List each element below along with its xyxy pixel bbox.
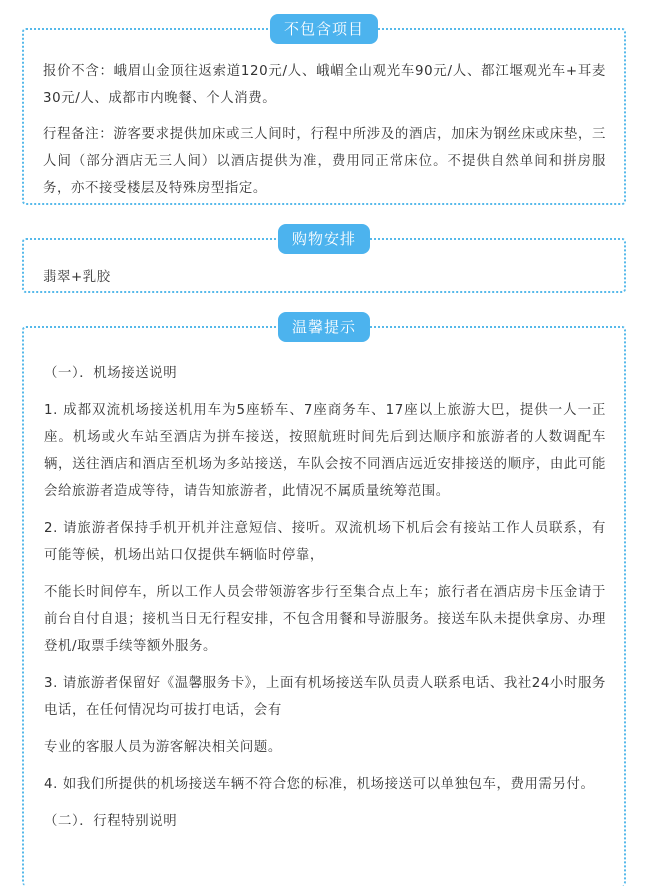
tips-paragraph: 2. 请旅游者保持手机开机并注意短信、接听。双流机场下机后会有接站工作人员联系，有可能等候，机场出站口仅提供车辆临时停靠， [44,521,606,563]
tips-paragraph: 4. 如我们所提供的机场接送车辆不符合您的标准，机场接送可以单独包车，费用需另付。 [44,777,595,792]
itinerary-remark-text: 行程备注：游客要求提供加床或三人间时，行程中所涉及的酒店，加床为钢丝床或床垫，三人间（部分酒店无三人间）以酒店提供为准，费用同正常床位。不提供自然单间和拼房服务，亦不接受楼层及特殊房型指定。 [43,127,606,196]
tips-paragraph: 3. 请旅游者保留好《温馨服务卡》，上面有机场接送车队员责人联系电话、我社24小时服务电话，在任何情况均可拔打电话，会有 [44,676,607,718]
tips-paragraph: 不能长时间停车，所以工作人员会带领游客步行至集合点上车；旅行者在酒店房卡压金请于前台自付自退；接机当日无行程安排，不包含用餐和导游服务。接送车队未提供拿房、办理登机/取票手续等额外服务。 [44,585,606,654]
price-exclusion-text: 报价不含：峨眉山金顶往返索道120元/人、峨嵋全山观光车90元/人、都江堰观光车+耳麦30元/人、成都市内晚餐、个人消费。 [43,64,606,106]
excluded-items-title: 不包含项目 [270,14,378,44]
tips-title: 温馨提示 [278,312,370,342]
tips-body [43,328,606,835]
excluded-items-body [43,30,606,202]
tips-paragraph: 1. 成都双流机场接送机用车为5座轿车、7座商务车、17座以上旅游大巴，提供一人一正座。机场或火车站至酒店为拼车接送，按照航班时间先后到达顺序和旅游者的人数调配车辆，送往酒店和酒店至机场为多站接送，车队会按不同酒店远近安排接送的顺序，由此可能会给旅游者造成等待，请告知旅游者，此情况不属质量统筹范围。 [44,403,606,499]
shopping-title: 购物安排 [278,224,370,254]
shopping-text: 翡翠+乳胶 [43,270,111,285]
tips-paragraph: 专业的客服人员为游客解决相关问题。 [44,740,282,755]
tips-heading-airport: （一）．机场接送说明 [44,366,178,381]
shopping-section [22,230,626,293]
excluded-items-section [22,20,626,205]
tips-heading-itinerary: （二）．行程特别说明 [44,814,178,829]
tips-section [22,318,626,886]
